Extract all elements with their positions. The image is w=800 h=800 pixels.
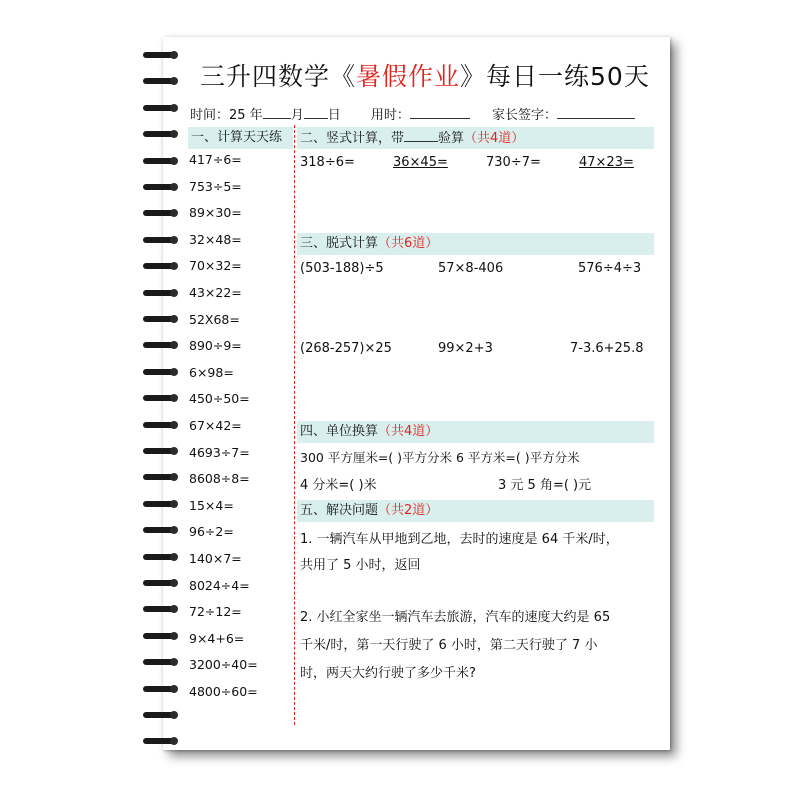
daily-calc-item: 67×42= [189, 418, 242, 433]
daily-calc-item: 43×22= [189, 285, 242, 300]
page-title: 三升四数学《暑假作业》每日一练50天 [200, 62, 650, 91]
daily-calc-item: 3200÷40= [189, 657, 258, 673]
daily-calc-item: 4693÷7= [189, 444, 250, 460]
section5-heading: 五、解决问题（共2道） [297, 500, 654, 522]
spiral-ring [143, 686, 177, 693]
daily-calc-item: 417÷6= [189, 152, 242, 167]
vertical-calc-3: 730÷7= [486, 155, 541, 170]
spiral-ring [143, 263, 177, 270]
daily-calc-item: 140×7= [189, 551, 242, 566]
daily-calc-item: 8024÷4= [189, 577, 250, 593]
daily-calc-item: 4800÷60= [189, 684, 258, 699]
spiral-ring [143, 712, 177, 719]
section4-heading: 四、单位换算（共4道） [297, 421, 654, 443]
spiral-ring [143, 501, 177, 508]
vertical-calc-4: 47×23= [579, 155, 634, 170]
spiral-ring [143, 237, 177, 244]
section2-heading: 二、竖式计算，带 验算（共4道） [297, 127, 654, 149]
mixed-calc-6: 7-3.6+25.8 [570, 341, 644, 356]
mixed-calc-4: (268-257)×25 [300, 341, 392, 356]
daily-calc-item: 15×4= [189, 497, 234, 513]
daily-calc-item: 9×4+6= [189, 630, 245, 646]
daily-calc-item: 890÷9= [189, 338, 242, 354]
info-line: 时间：25 年 月 日 用时： 家长签字： [190, 104, 635, 123]
spiral-ring [143, 342, 177, 349]
spiral-ring [143, 105, 177, 112]
section3-heading: 三、脱式计算（共6道） [297, 233, 654, 255]
spiral-ring [143, 580, 177, 587]
daily-calc-item: 753÷5= [189, 178, 242, 194]
mixed-calc-3: 576÷4÷3 [578, 261, 642, 276]
spiral-ring [143, 554, 177, 561]
mixed-calc-2: 57×8-406 [438, 261, 504, 276]
mixed-calc-5: 99×2+3 [438, 341, 493, 356]
word-problem-1-line2: 共用了 5 小时，返回 [300, 558, 421, 573]
daily-calc-item: 32×48= [189, 231, 242, 247]
vertical-calc-2: 36×45= [393, 155, 448, 170]
word-problem-2-line3: 时，两天大约行驶了多少千米? [300, 666, 476, 681]
column-divider [294, 125, 295, 725]
spiral-ring [143, 52, 177, 59]
daily-calc-item: 70×32= [189, 258, 242, 274]
daily-calc-item: 450÷50= [189, 391, 250, 407]
section1-heading: 一、计算天天练 [188, 127, 293, 149]
spiral-ring [143, 131, 177, 138]
daily-calc-item: 96÷2= [189, 524, 234, 540]
spiral-ring [143, 448, 177, 455]
daily-calc-item: 72÷12= [189, 604, 242, 620]
unit-conversion-line1: 300 平方厘米=( )平方分米 6 平方米=( )平方分米 [300, 450, 580, 465]
daily-calc-item: 6×98= [189, 364, 234, 380]
spiral-ring [143, 474, 177, 481]
unit-conversion-3: 4 分米=( )米 [300, 478, 377, 493]
spiral-ring [143, 738, 177, 745]
daily-calc-item: 8608÷8= [189, 471, 250, 487]
spiral-ring [143, 369, 177, 376]
spiral-ring [143, 527, 177, 534]
spiral-ring [143, 395, 177, 402]
spiral-ring [143, 633, 177, 640]
spiral-ring [143, 78, 177, 85]
word-problem-1-line1: 1. 一辆汽车从甲地到乙地，去时的速度是 64 千米/时， [300, 532, 619, 547]
spiral-ring [143, 606, 177, 613]
daily-calc-item: 52X68= [189, 311, 240, 327]
spiral-ring [143, 158, 177, 165]
spiral-ring [143, 210, 177, 217]
word-problem-2-line2: 千米/时，第一天行驶了 6 小时，第二天行驶了 7 小 [300, 638, 598, 653]
vertical-calc-1: 318÷6= [300, 155, 355, 170]
mixed-calc-1: (503-188)÷5 [300, 261, 384, 276]
unit-conversion-4: 3 元 5 角=( )元 [498, 478, 592, 493]
spiral-ring [143, 184, 177, 191]
daily-calc-item: 89×30= [189, 205, 242, 221]
spiral-ring [143, 422, 177, 429]
word-problem-2-line1: 2. 小红全家坐一辆汽车去旅游，汽车的速度大约是 65 [300, 610, 611, 625]
spiral-ring [143, 659, 177, 666]
spiral-ring [143, 290, 177, 297]
spiral-ring [143, 316, 177, 323]
